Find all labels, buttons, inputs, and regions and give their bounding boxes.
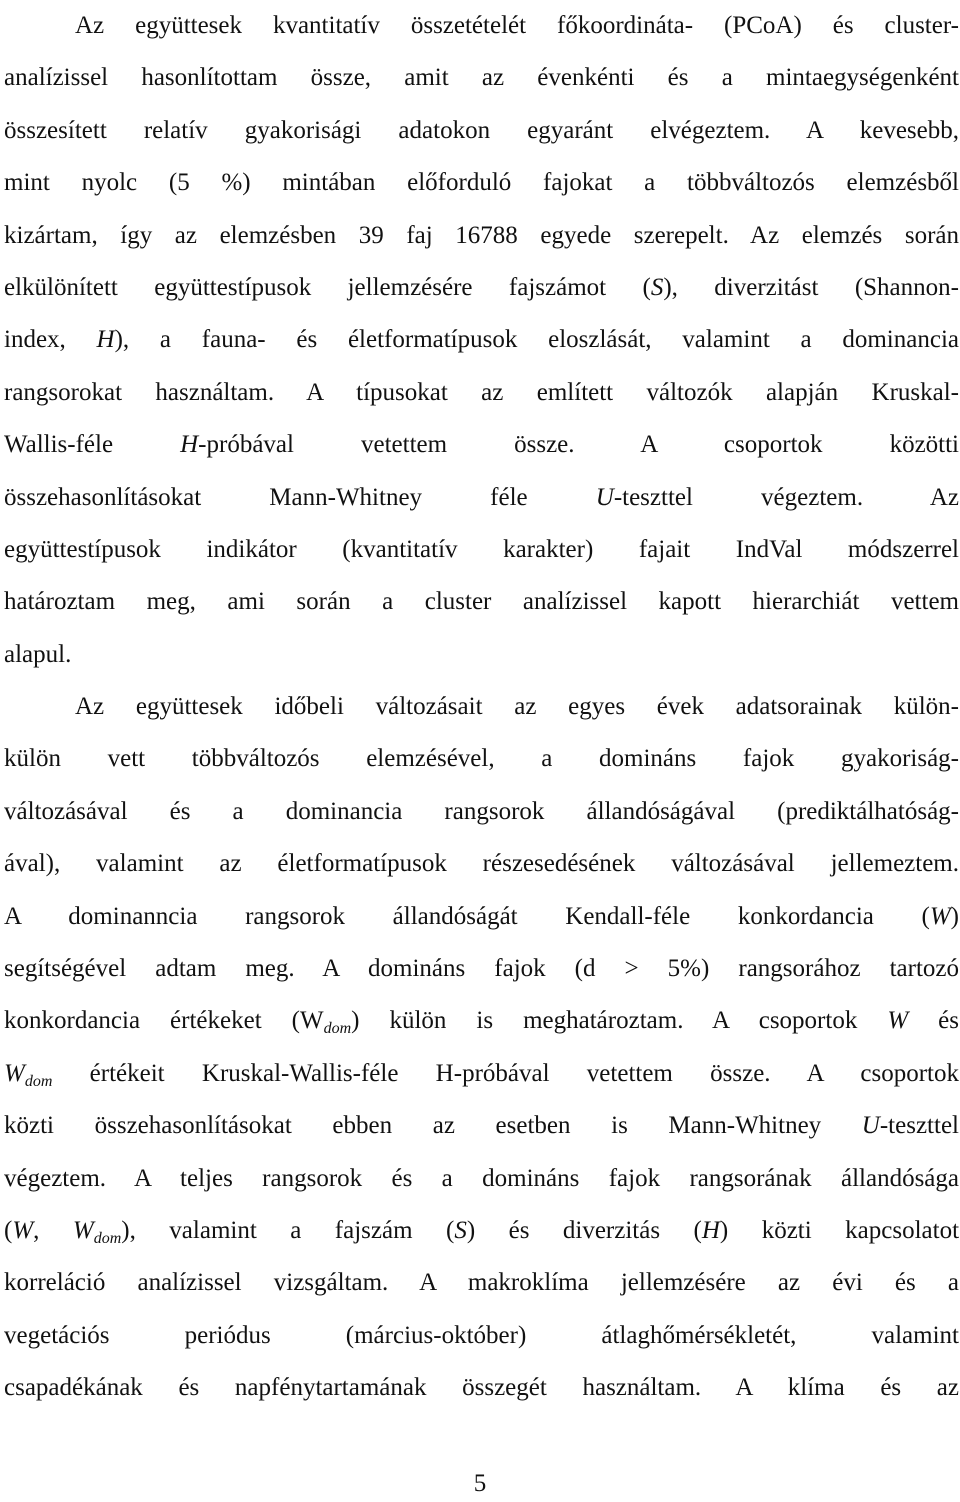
text-segment: ) közti kapcsolatot [719,1216,960,1244]
italic-symbol: W [4,1059,25,1087]
text-line [4,1205,959,1257]
italic-symbol: H [180,431,199,459]
document-page [4,0,959,1415]
text-line [4,262,959,314]
text-line: kizártam, így az elemzésben 39 faj 16788 egyede szerepelt. Az elemzés során [4,221,959,249]
text-line: határoztam meg, ami során a cluster analízissel kapott hierarchiát vettem [4,588,959,616]
text-line: alapul. [4,640,72,668]
text-segment: ) és diverzitás ( [466,1216,702,1244]
text-segment: ( [4,1216,13,1244]
text-segment: Wallis-féle [4,431,181,459]
text-line: végeztem. A teljes rangsorok és a domináns fajok rangsorának állandósága [4,1164,959,1192]
text-segment: összehasonlításokat Mann-Whitney féle [4,483,596,511]
italic-symbol: W [12,1216,34,1244]
text-segment: ) [950,902,959,930]
text-segment: A dominanncia rangsorok állandóságát Kendall-féle konkordancia ( [4,902,930,930]
page-number: 5 [473,1470,487,1497]
text-line: csapadékának és napfénytartamának összegét használtam. A klíma és az [4,1374,959,1402]
text-line: Az együttesek időbeli változásait az egyes évek adatsorainak külön- [75,693,959,721]
text-segment: -teszttel [879,1112,959,1140]
text-line [4,314,959,366]
text-line: külön vett többváltozós elemzésével, a domináns fajok gyakoriság- [4,745,959,773]
text-line: analízissel hasonlítottam össze, amit az évenkénti és a mintaegységenként [4,64,959,92]
text-line [4,995,959,1047]
text-line: segítségével adtam meg. A domináns fajok (d > 5%) rangsorához tartozó [4,955,959,983]
italic-symbol: U [595,483,614,511]
text-segment: ), a fauna- és életformatípusok eloszlását, valamint a dominancia [114,326,959,354]
text-line: vegetációs periódus (március-október) átlaghőmérsékletét, valamint [4,1321,959,1349]
paragraph-methods-multivariate [4,0,959,681]
italic-symbol: W [929,902,951,930]
text-segment: és [908,1007,959,1035]
italic-symbol: W [887,1007,909,1035]
text-line: együttestípusok indikátor (kvantitatív karakter) fajait IndVal módszerrel [4,535,959,563]
text-line: korreláció analízissel vizsgáltam. A makroklíma jellemzésére az évi és a [4,1269,959,1297]
text-segment: ), diverzitást (Shannon- [663,273,959,301]
text-line [4,419,959,471]
italic-symbol: S [650,273,664,301]
text-line: ával), valamint az életformatípusok részesedésének változásával jellemeztem. [4,850,959,878]
italic-symbol: W [72,1216,94,1244]
text-segment: elkülönített együttestípusok jellemzésére fajszámot ( [4,273,651,301]
italic-symbol: U [861,1112,880,1140]
italic-symbol: S [454,1216,467,1244]
text-segment: közti összehasonlításokat ebben az esetben is Mann-Whitney [4,1112,862,1140]
paragraph-methods-temporal [4,681,959,1414]
italic-symbol: H [701,1216,720,1244]
text-line: összesített relatív gyakorisági adatokon egyaránt elvégeztem. A kevesebb, [4,116,959,144]
text-segment: konkordancia értékeket (W [4,1007,324,1035]
subscript-dom: dom [24,1072,53,1090]
text-line [4,1048,959,1100]
text-segment: , [33,1216,73,1244]
text-line: Az együttesek kvantitatív összetételét főkoordináta- (PCoA) és cluster- [75,12,959,39]
subscript-dom: dom [323,1020,352,1038]
text-segment: -próbával vetettem össze. A csoportok közötti [198,431,960,459]
italic-symbol: H [96,326,115,354]
text-segment: -teszttel végeztem. Az [613,483,959,511]
subscript-dom: dom [93,1229,122,1247]
text-line [4,891,959,943]
text-line: változásával és a dominancia rangsorok állandóságával (prediktálhatóság- [4,797,959,825]
text-segment: ) külön is meghatároztam. A csoportok [351,1007,888,1035]
text-segment: index, [4,326,97,354]
text-line [4,1100,959,1152]
text-line: mint nyolc (5 %) mintában előforduló fajokat a többváltozós elemzésből [4,169,959,197]
text-segment: értékeit Kruskal-Wallis-féle H-próbával vetettem össze. A csoportok [52,1059,959,1087]
text-line [4,472,959,524]
text-segment: ), valamint a fajszám ( [121,1216,455,1244]
text-line: rangsorokat használtam. A típusokat az említett változók alapján Kruskal- [4,378,959,406]
